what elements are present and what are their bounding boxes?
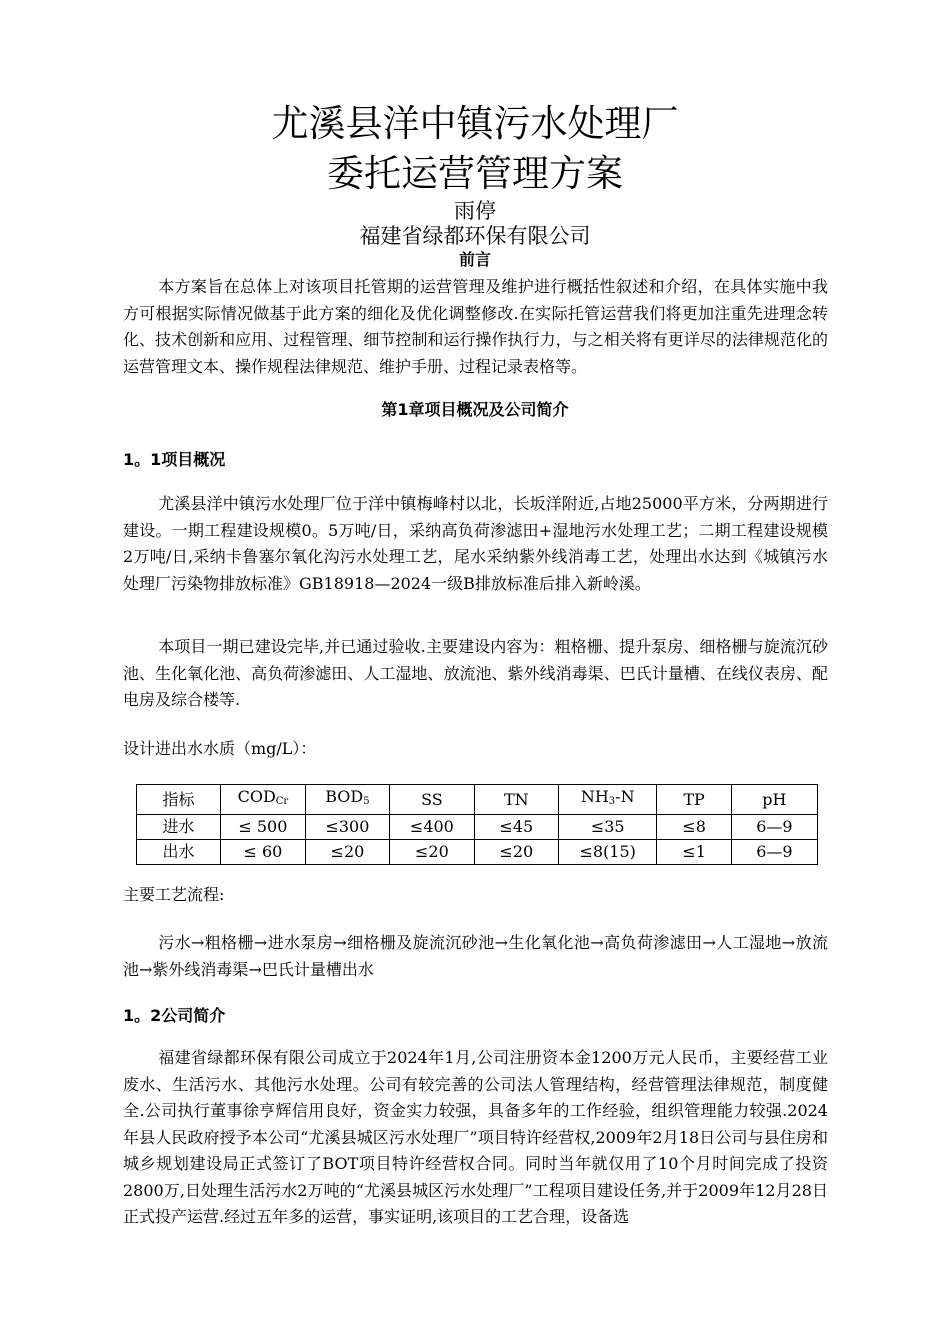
header-cell: SS [390, 785, 474, 815]
table-cell: 出水 [137, 840, 221, 865]
header-cell: $BOD_5$ [305, 785, 389, 815]
project-overview-paragraph-2: 本项目一期已建设完毕,并已通过验收.主要建设内容为：粗格栅、提升泵房、细格栅与旋流沉砂池、生化氧化池、高负荷渗滤田、人工湿地、放流池、紫外线消毒渠、巴氏计量槽、在线仪表房、配电房及综合楼等. [123, 637, 828, 709]
table-cell: ≤8(15) [558, 840, 656, 865]
table-cell: 6—9 [731, 815, 817, 840]
preface-paragraph: 本方案旨在总体上对该项目托管期的运营管理及维护进行概括性叙述和介绍，在具体实施中我方可根据实际情况做基于此方案的细化及优化调整修改.在实际托管运营我们将更加注重先进理念转化、技术创新和应用、过程管理、细节控制和运行操作执行力，与之相关将有更详尽的法律规范化的运营管理文本、操作规程法律规范、维护手册、过程记录表格等。 [123, 277, 828, 376]
table-cell: ≤20 [474, 840, 558, 865]
table-row [137, 815, 818, 840]
header-cell: pH [731, 785, 817, 815]
table-row [137, 840, 818, 865]
section-heading-1-1: 1。1项目概况 [123, 450, 226, 469]
document-title-line2: 委托运营管理方案 [327, 152, 623, 195]
header-cell: $NH_3-N$ [558, 785, 656, 815]
table-cell: ≤35 [558, 815, 656, 840]
table-cell: 进水 [137, 815, 221, 840]
header-cell: 指标 [137, 785, 221, 815]
preface-heading: 前言 [458, 250, 491, 269]
table-cell: ≤ 60 [221, 840, 306, 865]
table-cell: ≤400 [390, 815, 474, 840]
chapter-heading: 第1章项目概况及公司简介 [381, 400, 569, 419]
table-cell: 6—9 [731, 840, 817, 865]
author-name: 雨停 [454, 199, 496, 223]
table-cell: ≤20 [305, 840, 389, 865]
table-cell: ≤1 [657, 840, 731, 865]
table-cell: ≤8 [657, 815, 731, 840]
company-name: 福建省绿都环保有限公司 [359, 224, 591, 248]
table-cell: ≤45 [474, 815, 558, 840]
header-cell: TP [657, 785, 731, 815]
table-cell: ≤20 [390, 840, 474, 865]
process-flow-text: 污水→粗格栅→进水泵房→细格栅及旋流沉砂池→生化氧化池→高负荷渗滤田→人工湿地→放流池→紫外线消毒渠→巴氏计量槽出水 [123, 933, 828, 979]
water-quality-table [136, 784, 818, 865]
table-cell: ≤ 500 [221, 815, 306, 840]
header-cell: TN [474, 785, 558, 815]
header-cell: $COD_{Cr}$ [221, 785, 306, 815]
company-profile-paragraph: 福建省绿都环保有限公司成立于2024年1月,公司注册资本金1200万元人民币，主要经营工业废水、生活污水、其他污水处理。公司有较完善的公司法人管理结构，经营管理法律规范，制度健全.公司执行董事徐亨辉信用良好，资金实力较强，具备多年的工作经验，组织管理能力较强.2024年县人民政府授予本公司“尤溪县城区污水处理厂”项目特许经营权,2009年2月18日公司与县住房和城乡规划建设局正式签订了BOT项目特许经营权合同。同时当年就仅用了10个月时间完成了投资2800万,日处理生活污水2万吨的“尤溪县城区污水处理厂”工程项目建设任务,并于2009年12月28日正式投产运营.经过五年多的运营，事实证明,该项目的工艺合理，设备选 [123, 1048, 828, 1226]
table-caption: 设计进出水水质（mg/L）： [123, 739, 317, 758]
process-label: 主要工艺流程: [123, 885, 225, 904]
document-title-line1: 尤溪县洋中镇污水处理厂 [271, 102, 679, 145]
table-header-row [137, 785, 818, 815]
section-heading-1-2: 1。2公司简介 [123, 1006, 226, 1025]
table-cell: ≤300 [305, 815, 389, 840]
project-overview-paragraph-1: 尤溪县洋中镇污水处理厂位于洋中镇梅峰村以北，长坂洋附近,占地25000平方米，分两期进行建设。一期工程建设规模0。5万吨/日，采纳高负荷渗滤田+湿地污水处理工艺；二期工程建设规模2万吨/日,采纳卡鲁塞尔氧化沟污水处理工艺，尾水采纳紫外线消毒工艺，处理出水达到《城镇污水处理厂污染物排放标准》GB18918—2024一级B排放标准后排入新岭溪。 [123, 494, 828, 593]
